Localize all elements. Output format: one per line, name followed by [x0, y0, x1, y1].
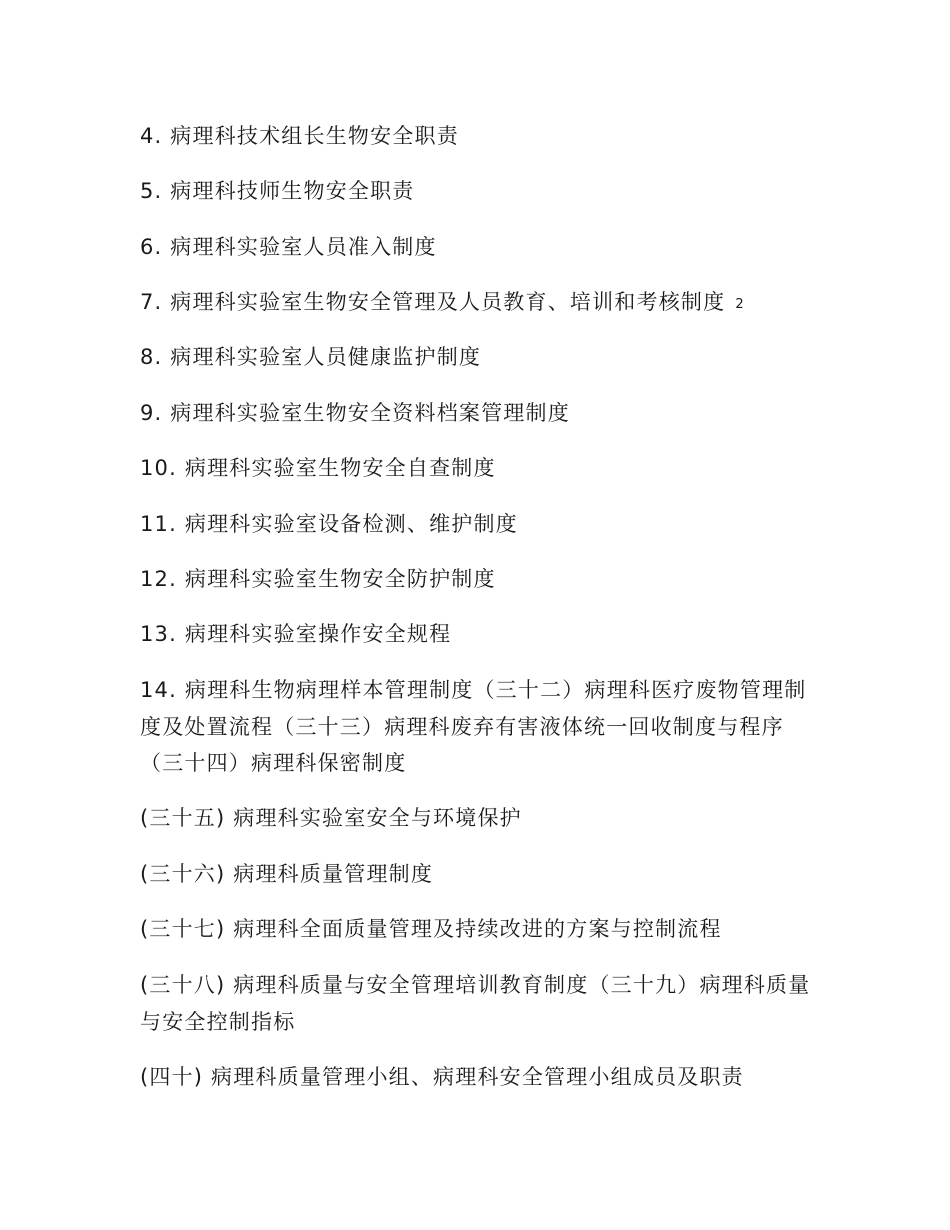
toc-line-35: (三十五) 病理科实验室安全与环境保护: [140, 806, 522, 830]
toc-line-12: 12. 病理科实验室生物安全防护制度: [140, 567, 496, 591]
toc-line-37: (三十七) 病理科全面质量管理及持续改进的方案与控制流程: [140, 917, 722, 941]
toc-line-13: 13. 病理科实验室操作安全规程: [140, 622, 452, 646]
toc-line-4: 4. 病理科技术组长生物安全职责: [140, 124, 459, 148]
toc-line-36: (三十六) 病理科质量管理制度: [140, 862, 434, 886]
toc-line-9: 9. 病理科实验室生物安全资料档案管理制度: [140, 401, 570, 425]
toc-line-6: 6. 病理科实验室人员准入制度: [140, 235, 437, 259]
toc-line-5: 5. 病理科技师生物安全职责: [140, 179, 415, 203]
toc-line-10: 10. 病理科实验室生物安全自查制度: [140, 456, 496, 480]
toc-line-7-text: 7. 病理科实验室生物安全管理及人员教育、培训和考核制度: [140, 290, 726, 314]
toc-line-7: [140, 284, 820, 323]
toc-paragraph-38: (三十八) 病理科质量与安全管理培训教育制度（三十九）病理科质量与安全控制指标: [140, 973, 811, 1034]
page-marker: 2: [735, 297, 744, 312]
toc-line-8: 8. 病理科实验室人员健康监护制度: [140, 345, 482, 369]
toc-line-11: 11. 病理科实验室设备检测、维护制度: [140, 512, 518, 536]
toc-line-40: (四十) 病理科质量管理小组、病理科安全管理小组成员及职责: [140, 1065, 744, 1089]
toc-paragraph-14: 14. 病理科生物病理样本管理制度（三十二）病理科医疗废物管理制度及处置流程（三十三）病理科废弃有害液体统一回收制度与程序（三十四）病理科保密制度: [140, 678, 807, 775]
